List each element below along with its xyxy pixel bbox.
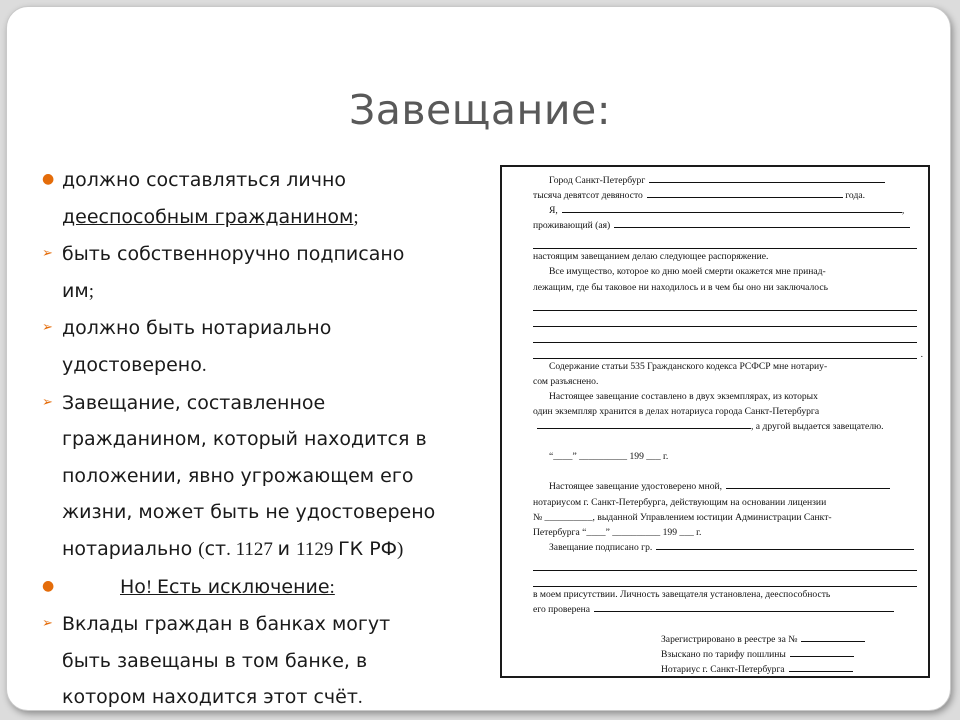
bullet-text: нотариально: [62, 537, 199, 560]
bullet-text: !: [145, 576, 157, 598]
form-line: [533, 359, 917, 374]
bullet-text: жизни, может быть не удостоверено: [62, 501, 436, 524]
form-line: [533, 374, 917, 389]
bullet-text: Но: [120, 575, 146, 598]
form-line-text: в моем присутствии. Личность завещателя установлена, дееспособность: [533, 588, 831, 600]
form-fill-line: [726, 479, 890, 489]
form-line: [533, 662, 917, 677]
will-form-lines: [533, 173, 923, 677]
bullet-dot-icon: ●: [42, 171, 55, 187]
bullet-text: положении, явно угрожающем его: [62, 464, 414, 487]
form-line-text: проживающий (ая): [533, 220, 611, 232]
form-line: [533, 449, 917, 464]
form-line-text: Завещание подписано гр.: [549, 541, 653, 553]
form-line: [533, 556, 917, 571]
slide-title: Завещание:: [348, 86, 612, 134]
form-line: [533, 647, 917, 662]
bullet-list: [40, 162, 510, 717]
bullet-item: [40, 162, 510, 236]
form-line-text: сом разъяснено.: [533, 375, 599, 387]
form-line-suffix: ,: [901, 205, 905, 217]
form-line: [533, 479, 917, 494]
form-fill-line: [789, 662, 853, 672]
form-line: [533, 540, 917, 555]
bullet-text: :: [329, 576, 335, 598]
bullet-text: и: [277, 537, 297, 560]
form-line: [533, 617, 917, 632]
form-line: [533, 632, 917, 647]
bullet-text: дееспособным гражданином: [62, 205, 354, 228]
bullet-arrow-icon: ➢: [42, 616, 53, 632]
form-fill-line: [562, 203, 902, 213]
form-line-text: Нотариус г. Санкт-Петербурга: [661, 664, 785, 676]
form-line-suffix: , а другой выдается завещателю.: [751, 421, 884, 433]
bullet-item: [40, 569, 510, 607]
bullet-item: [40, 385, 510, 569]
bullet-text: должно быть нотариально: [62, 317, 332, 340]
bullet-text: Завещание, составленное: [62, 391, 326, 414]
bullet-text: ;: [353, 206, 359, 228]
bullet-text: . 1127: [226, 538, 278, 560]
form-line-text: Содержание статьи 535 Гражданского кодекса РСФСР мне нотариу-: [549, 360, 828, 372]
bullet-text: гражданином, который находится в: [62, 428, 427, 451]
will-form-image: [500, 165, 930, 678]
form-line-suffix: .: [920, 348, 923, 360]
bullet-text: .: [357, 687, 363, 709]
bullet-text: быть собственноручно подписано: [62, 243, 405, 266]
form-line: [533, 296, 917, 311]
form-line-suffix: года.: [842, 190, 865, 202]
bullet-text: им: [62, 279, 89, 302]
form-line-text: лежащим, где бы таковое ни находилось и в чем бы оно ни заключалось: [533, 281, 828, 293]
form-line: [533, 203, 917, 218]
form-line: [533, 249, 917, 264]
form-fill-line: [790, 647, 854, 657]
form-line: [533, 312, 917, 327]
form-line-text: тысяча девятсот девяносто: [533, 190, 643, 202]
bullet-arrow-icon: ➢: [42, 246, 53, 262]
form-line: [533, 280, 917, 295]
bullet-text: должно составляться лично: [62, 169, 347, 191]
bullet-arrow-icon: ➢: [42, 394, 53, 410]
bullet-text: котором находится этот счёт: [62, 686, 358, 709]
form-fill-line: [647, 188, 843, 198]
form-line-text: № __________, выданной Управлением юстиции Администрации Санкт-: [533, 511, 832, 523]
form-line: [533, 587, 917, 602]
form-line: [533, 434, 917, 449]
form-fill-line: [801, 632, 865, 642]
form-line: [533, 495, 917, 510]
form-line-text: Настоящее завещание составлено в двух экземплярах, из которых: [549, 390, 818, 402]
bullet-text: удостоверено: [62, 353, 202, 376]
form-line: [533, 218, 917, 233]
form-line: [533, 510, 917, 525]
form-line: [533, 419, 917, 434]
form-line: [533, 264, 917, 279]
form-line-text: Настоящее завещание удостоверено мной,: [549, 481, 723, 493]
bullet-item: [40, 236, 510, 310]
form-line-text: один экземпляр хранится в делах нотариуса города Санкт-Петербурга: [533, 405, 820, 417]
form-fill-line: [594, 602, 894, 612]
form-fill-line: [656, 540, 914, 550]
form-line: [533, 344, 923, 360]
bullet-text: .: [201, 354, 207, 376]
form-line-text: Взыскано по тарифу пошлины: [661, 649, 786, 661]
bullet-text: Есть исключение: [157, 575, 330, 598]
bullet-text: Вклады граждан в банках могут: [62, 613, 391, 636]
bullet-text: (: [198, 538, 205, 560]
form-line: [533, 173, 917, 188]
form-line-text: Я,: [549, 205, 558, 217]
form-line: [533, 328, 917, 343]
form-line: [533, 234, 917, 249]
form-line: [533, 389, 917, 404]
bullet-dot-icon: ●: [42, 577, 55, 594]
form-line-text: его проверена: [533, 603, 591, 615]
form-line-text: Зарегистрировано в реестре за №: [661, 634, 798, 646]
form-fill-line: [614, 218, 910, 228]
form-line: [533, 188, 917, 203]
form-fill-line: [537, 419, 751, 429]
bullet-text: ст: [204, 537, 227, 560]
form-line-text: Город Санкт-Петербург: [549, 175, 646, 186]
bullet-text: 1129: [296, 538, 339, 560]
bullet-text: ;: [88, 280, 94, 302]
form-line-text: настоящим завещанием делаю следующее распоряжение.: [533, 251, 769, 263]
bullet-text: ): [397, 538, 404, 560]
form-line-text: Петербурга “____” __________ 199 ___ г.: [533, 526, 702, 538]
form-fill-line: [649, 173, 885, 183]
bullet-item: [40, 310, 510, 384]
form-line: [533, 464, 917, 479]
form-line: [533, 602, 917, 617]
form-line: [533, 525, 917, 540]
bullet-arrow-icon: ➢: [42, 320, 53, 336]
form-line: [533, 572, 917, 587]
bullet-item: [40, 606, 510, 717]
bullet-text: ГК РФ: [338, 537, 398, 560]
form-line-text: “____” __________ 199 ___ г.: [549, 451, 669, 463]
form-line-text: Все имущество, которое ко дню моей смерти окажется мне принад-: [549, 266, 826, 278]
bullet-text: быть завещаны в том банке, в: [62, 649, 368, 672]
form-line-text: нотариусом г. Санкт-Петербурга, действующим на основании лицензии: [533, 496, 827, 508]
form-line: [533, 404, 917, 419]
